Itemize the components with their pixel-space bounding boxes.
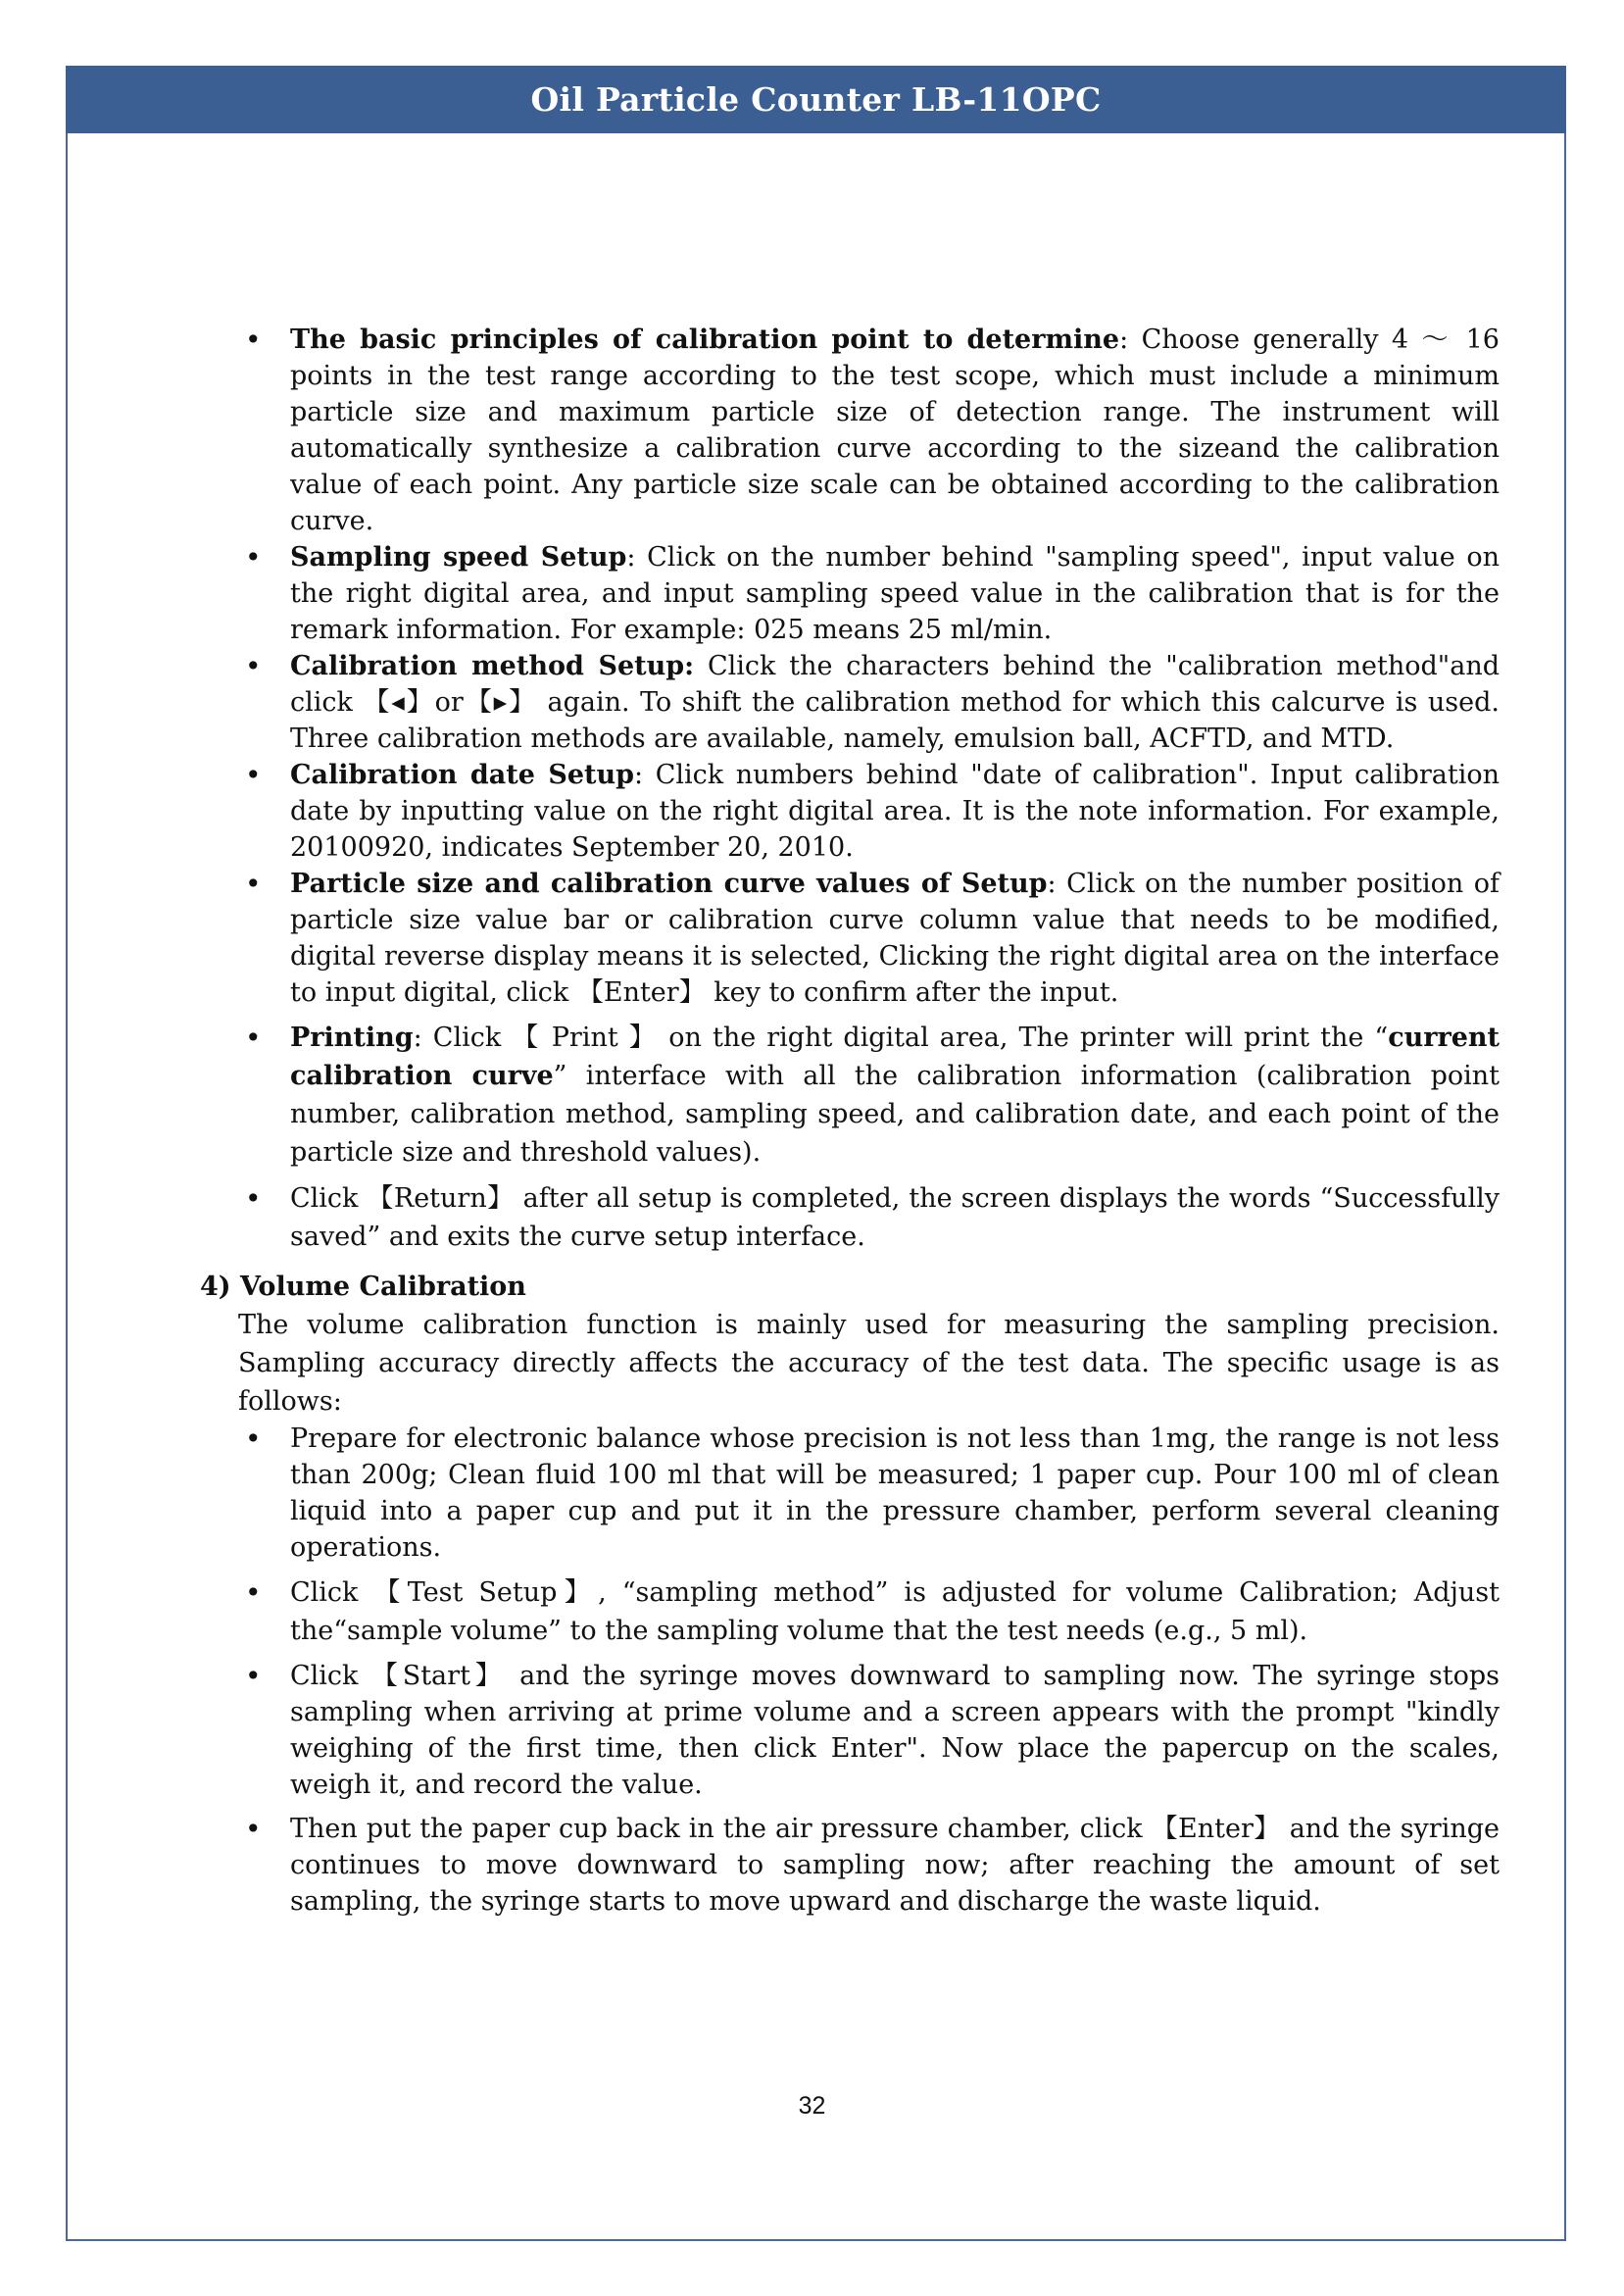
list-item	[196, 1019, 1500, 1172]
list-item	[196, 1421, 1500, 1566]
bullet-text: Click 【Test Setup】, “sampling method” is adjusted for volume Calibration; Adjust the“sample volume” to the sampling volume that the test needs (e.g., 5 ml).	[290, 1577, 1500, 1646]
bullet-heading: Particle size and calibration curve values of Setup	[290, 869, 1048, 899]
list-item	[196, 539, 1500, 648]
bullet-text: Click 【Start】 and the syringe moves downward to sampling now. The syringe stops sampling when arriving at prime volume and a screen appears with the prompt "kindly weighing of the first time, then click Enter". Now place the papercup on the scales, weigh it, and record the value.	[290, 1661, 1500, 1800]
calibration-setup-list	[196, 322, 1500, 1256]
bullet-text: Prepare for electronic balance whose precision is not less than 1mg, the range is not less than 200g; Clean fluid 100 ml that will be measured; 1 paper cup. Pour 100 ml of clean liquid into a paper cup and put it in the pressure chamber, perform several cleaning operations.	[290, 1423, 1500, 1563]
bullet-text: : Choose generally 4 ～ 16 points in the test range according to the test scope, which must include a minimum particle size and maximum particle size of detection range. The instrument will automatically synthesize a calibration curve according to the sizeand the calibration value of each point. Any particle size scale can be obtained according to the calibration curve.	[290, 324, 1500, 536]
bullet-text: : Click numbers behind "date of calibration". Input calibration date by inputting value on the right digital area. It is the note information. For example, 20100920, indicates September 20, 2010.	[290, 760, 1500, 863]
bullet-text: : Click on the number position of particle size value bar or calibration curve column value that needs to be modified, digital reverse display means it is selected, Clicking the right digital area on the interface to input digital, click 【Enter】 key to confirm after the input.	[290, 869, 1500, 1008]
bullet-heading: Calibration method Setup:	[290, 651, 695, 681]
bullet-heading: Sampling speed Setup	[290, 542, 627, 573]
bullet-text: ” interface with all the calibration information (calibration point number, calibration method, sampling speed, and calibration date, and each point of the particle size and threshold values).	[290, 1061, 1500, 1168]
bullet-text: Click the characters behind the "calibration method"and click 【◂】or【▸】 again. To shift the calibration method for which this calcurve is used. Three calibration methods are available, namely, emulsion ball, ACFTD, and MTD.	[290, 651, 1500, 754]
list-item	[196, 757, 1500, 866]
list-item	[196, 866, 1500, 1011]
bullet-emphasis: current calibration curve	[290, 1023, 1500, 1091]
list-item	[196, 1573, 1500, 1650]
section-intro: The volume calibration function is mainly used for measuring the sampling precision. Sampling accuracy directly affects the accuracy of the test data. The specific usage is as follows:	[238, 1310, 1500, 1417]
bullet-heading: Printing	[290, 1023, 414, 1053]
list-item	[196, 1658, 1500, 1803]
bullet-text: : Click 【 Print 】 on the right digital area, The printer will print the “	[413, 1023, 1389, 1053]
page-content	[196, 322, 1500, 1920]
list-item	[196, 1811, 1500, 1920]
bullet-heading: The basic principles of calibration point to determine	[290, 324, 1120, 355]
list-item	[196, 648, 1500, 757]
document-title: Oil Particle Counter LB-11OPC	[530, 80, 1102, 119]
bullet-text: Click 【Return】 after all setup is completed, the screen displays the words “Successfully saved” and exits the curve setup interface.	[290, 1183, 1500, 1252]
volume-calibration-list	[196, 1421, 1500, 1920]
bullet-heading: Calibration date Setup	[290, 760, 634, 790]
header-bar	[66, 66, 1566, 133]
section-heading: 4) Volume Calibration	[200, 1272, 526, 1302]
bullet-text: Then put the paper cup back in the air pressure chamber, click 【Enter】 and the syringe continues to move downward to sampling now; after reaching the amount of set sampling, the syringe starts to move upward and discharge the waste liquid.	[290, 1814, 1500, 1917]
list-item	[196, 1179, 1500, 1256]
list-item	[196, 322, 1500, 539]
page-number: 32	[798, 2092, 826, 2120]
bullet-text: : Click on the number behind "sampling speed", input value on the right digital area, and input sampling speed value in the calibration that is for the remark information. For example: 025 means 25 ml/min.	[290, 542, 1500, 645]
